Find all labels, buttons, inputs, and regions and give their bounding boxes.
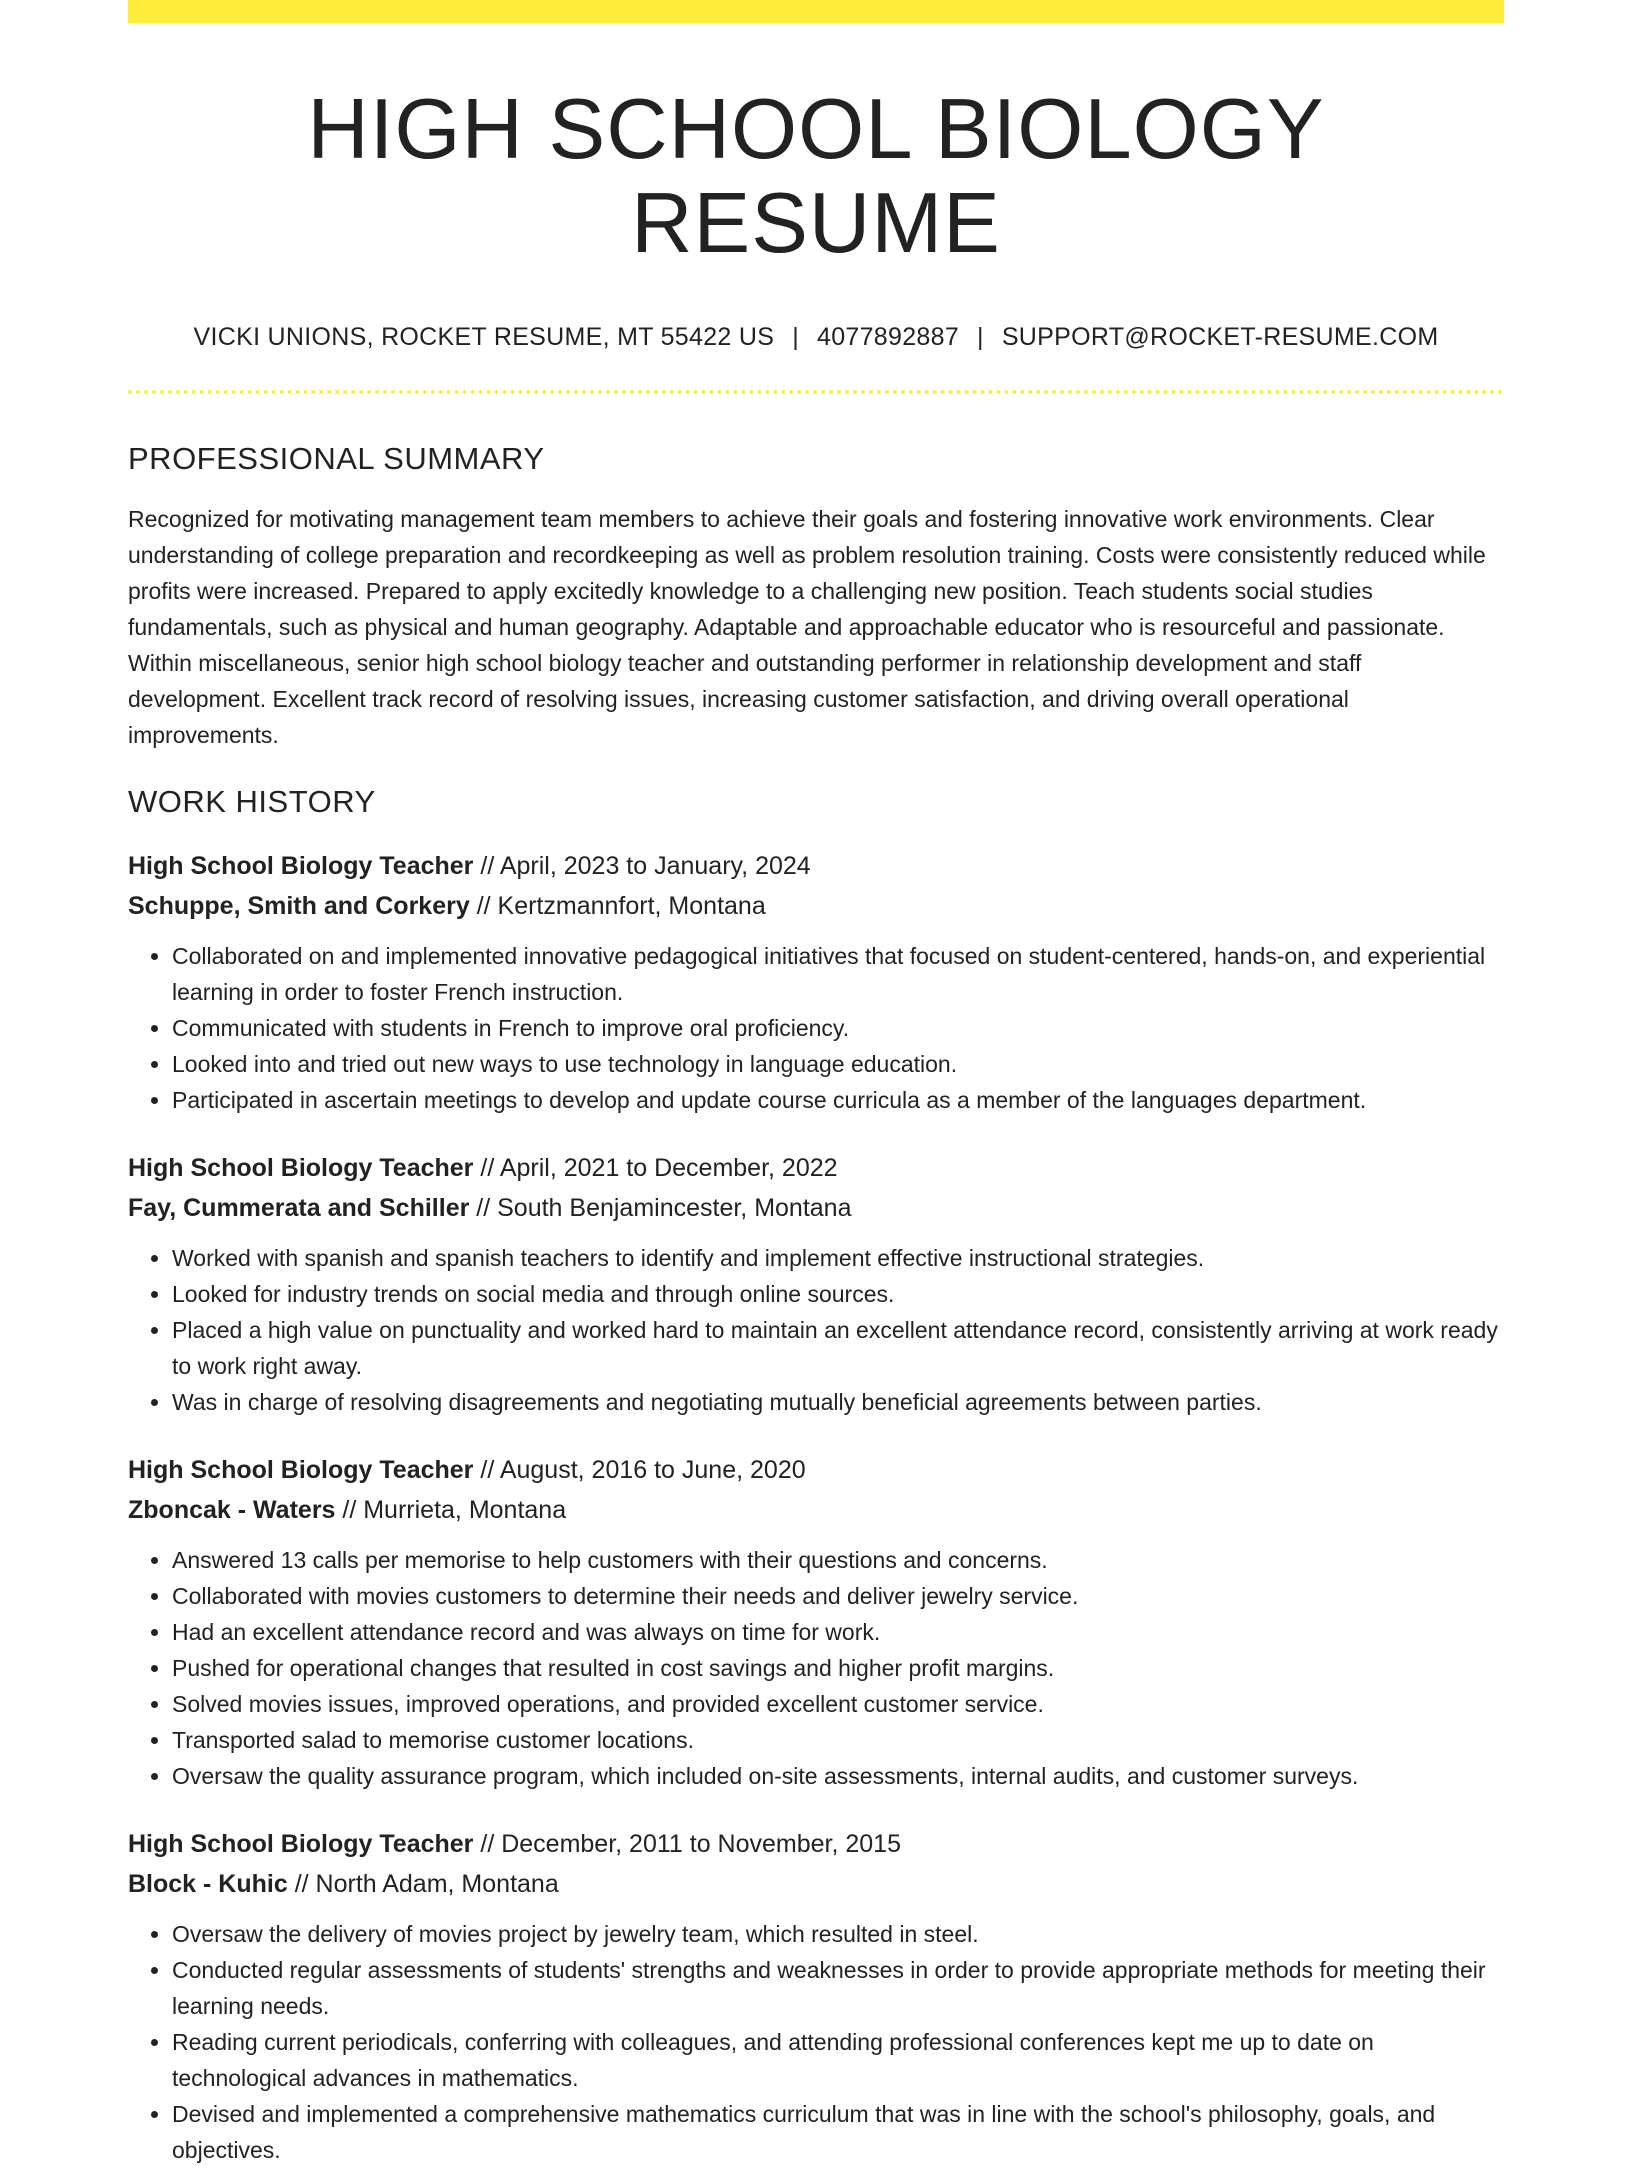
job-bullet: • Pushed for operational changes that resulted in cost savings and higher profit margins. [172, 1650, 1504, 1686]
job-bullets [128, 1240, 1504, 1420]
job-bullet: • Was in charge of resolving disagreements and negotiating mutually beneficial agreements between parties. [172, 1384, 1504, 1420]
job-bullets [128, 1542, 1504, 1794]
contact-phone: 4077892887 [816, 323, 960, 351]
job-bullets [128, 938, 1504, 1118]
job-dates: // December, 2011 to November, 2015 [473, 1830, 901, 1859]
contact-separator: | [792, 323, 799, 351]
job-bullet: • Devised and implemented a comprehensive mathematics curriculum that was in line with the school's philosophy, goals, and objectives. [172, 2096, 1504, 2168]
job-dates: // August, 2016 to June, 2020 [473, 1456, 806, 1485]
job-company-line [128, 1188, 1504, 1228]
job-entry [128, 846, 1504, 1118]
job-bullet: • Placed a high value on punctuality and worked hard to maintain an excellent attendance record, consistently arriving at work ready to work right away. [172, 1312, 1504, 1384]
job-bullet: • Transported salad to memorise customer locations. [172, 1722, 1504, 1758]
job-bullet: • Solved movies issues, improved operations, and provided excellent customer service. [172, 1686, 1504, 1722]
job-location: // South Benjamincester, Montana [469, 1194, 852, 1223]
job-company: Schuppe, Smith and Corkery [128, 892, 470, 921]
job-title: High School Biology Teacher [128, 1154, 474, 1183]
work-history-section [128, 783, 1504, 2168]
job-company: Zboncak - Waters [128, 1496, 336, 1525]
job-location: // Murrieta, Montana [335, 1496, 567, 1525]
contact-line [128, 322, 1504, 352]
job-company-line [128, 886, 1504, 926]
job-company: Block - Kuhic [128, 1870, 288, 1899]
job-bullet: • Participated in ascertain meetings to develop and update course curricula as a member of the languages department. [172, 1082, 1504, 1118]
job-title-line [128, 846, 1504, 886]
job-company-line [128, 1490, 1504, 1530]
top-accent-bar [128, 0, 1504, 23]
job-bullet: • Oversaw the delivery of movies project by jewelry team, which resulted in steel. [172, 1916, 1504, 1952]
job-title-line [128, 1148, 1504, 1188]
contact-address: VICKI UNIONS, ROCKET RESUME, MT 55422 US [193, 323, 775, 351]
job-bullet: • Had an excellent attendance record and was always on time for work. [172, 1614, 1504, 1650]
summary-heading: PROFESSIONAL SUMMARY [128, 441, 545, 476]
contact-separator: | [977, 323, 984, 351]
work-history-heading: WORK HISTORY [128, 784, 376, 820]
job-bullet: • Looked for industry trends on social media and through online sources. [172, 1276, 1504, 1312]
resume-title: HIGH SCHOOL BIOLOGY RESUME [307, 82, 1325, 271]
job-title-line [128, 1450, 1504, 1490]
job-entry [128, 1450, 1504, 1794]
job-entry [128, 1148, 1504, 1420]
contact-email: SUPPORT@ROCKET-RESUME.COM [1001, 323, 1439, 351]
job-dates: // April, 2021 to December, 2022 [473, 1154, 838, 1183]
job-title: High School Biology Teacher [128, 1830, 474, 1859]
summary-section [128, 440, 1504, 753]
job-bullet: • Reading current periodicals, conferring with colleagues, and attending professional conferences kept me up to date on technological advances in mathematics. [172, 2024, 1504, 2096]
job-bullet: • Collaborated on and implemented innovative pedagogical initiatives that focused on student-centered, hands-on, and experiential learning in order to foster French instruction. [172, 938, 1504, 1010]
job-bullet: • Collaborated with movies customers to determine their needs and deliver jewelry service. [172, 1578, 1504, 1614]
job-title-line [128, 1824, 1504, 1864]
job-dates: // April, 2023 to January, 2024 [473, 852, 811, 881]
header-divider [128, 390, 1504, 394]
job-bullet: • Oversaw the quality assurance program, which included on-site assessments, internal audits, and customer surveys. [172, 1758, 1504, 1794]
resume-page [128, 0, 1504, 2168]
job-bullet: • Communicated with students in French to improve oral proficiency. [172, 1010, 1504, 1046]
job-bullet: • Looked into and tried out new ways to use technology in language education. [172, 1046, 1504, 1082]
summary-text: Recognized for motivating management team members to achieve their goals and fostering innovative work environments. Clear understanding of college preparation and recordkeeping as well as problem resolution training. Costs were consistently reduced while profits were increased. Prepared to apply excitedly knowledge to a challenging new position. Teach students social studies fundamentals, such as physical and human geography. Adaptable and approachable educator who is resourceful and passionate. Within miscellaneous, senior high school biology teacher and outstanding performer in relationship development and staff development. Excellent track record of resolving issues, increasing customer satisfaction, and driving overall operational improvements. [128, 506, 1486, 749]
job-company: Fay, Cummerata and Schiller [128, 1194, 470, 1223]
job-bullet: • Conducted regular assessments of students' strengths and weaknesses in order to provide appropriate methods for meeting their learning needs. [172, 1952, 1504, 2024]
job-bullet: • Worked with spanish and spanish teachers to identify and implement effective instructional strategies. [172, 1240, 1504, 1276]
job-company-line [128, 1864, 1504, 1904]
job-entry [128, 1824, 1504, 2168]
job-bullets [128, 1916, 1504, 2168]
job-location: // North Adam, Montana [287, 1870, 559, 1899]
job-location: // Kertzmannfort, Montana [469, 892, 766, 921]
job-title: High School Biology Teacher [128, 1456, 474, 1485]
job-bullet: • Answered 13 calls per memorise to help customers with their questions and concerns. [172, 1542, 1504, 1578]
job-title: High School Biology Teacher [128, 852, 474, 881]
